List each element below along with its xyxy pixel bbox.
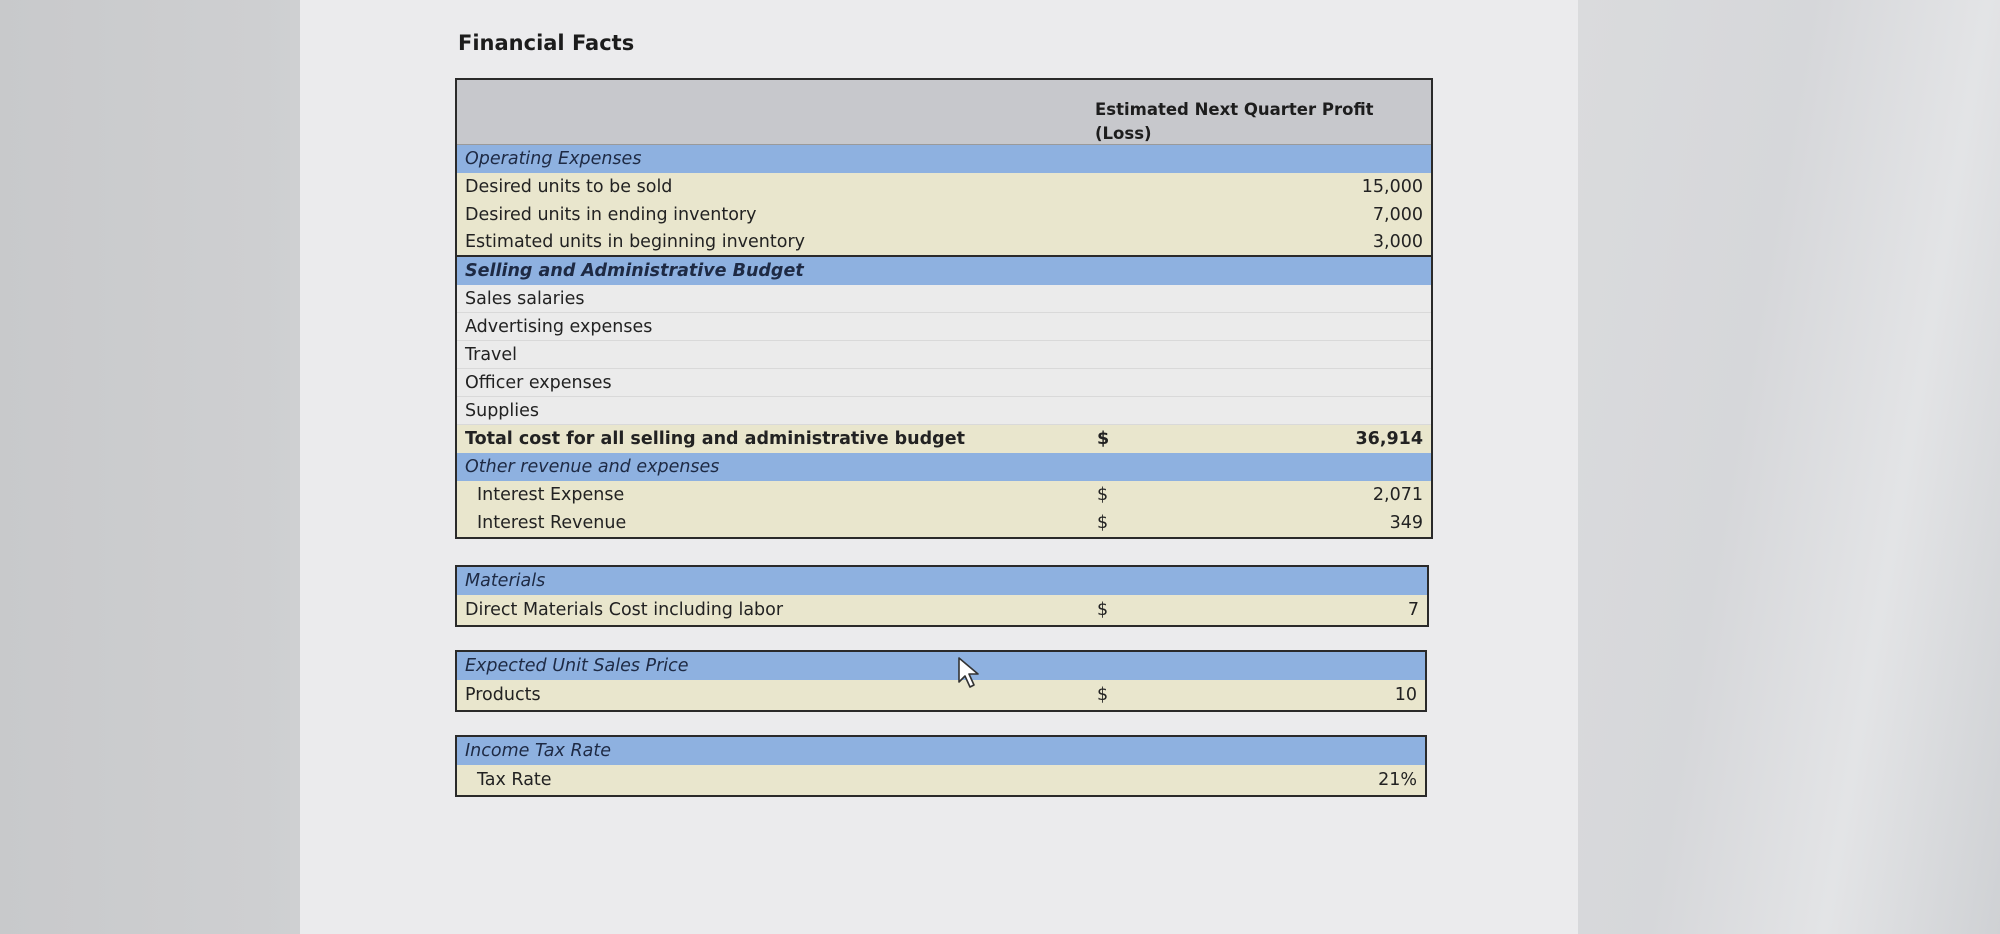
- table-row[interactable]: Desired units in ending inventory 7,000: [457, 201, 1431, 229]
- section-income-tax[interactable]: Income Tax Rate: [457, 737, 1425, 765]
- table-row[interactable]: Advertising expenses: [457, 313, 1431, 341]
- column-header[interactable]: [457, 80, 1431, 145]
- tax-table: [455, 735, 1427, 797]
- main-table: [455, 78, 1433, 539]
- price-table: [455, 650, 1427, 712]
- section-other-revenue[interactable]: Other revenue and expenses: [457, 453, 1431, 481]
- materials-table: [455, 565, 1429, 627]
- table-row[interactable]: Officer expenses: [457, 369, 1431, 397]
- table-row[interactable]: Estimated units in beginning inventory 3,000: [457, 229, 1431, 257]
- table-row[interactable]: Interest Expense $ 2,071: [457, 481, 1431, 509]
- section-materials[interactable]: Materials: [457, 567, 1427, 595]
- table-row[interactable]: Supplies: [457, 397, 1431, 425]
- column-title: Estimated Next Quarter Profit (Loss): [1095, 100, 1374, 143]
- table-row[interactable]: Desired units to be sold 15,000: [457, 173, 1431, 201]
- monitor-bezel-left: [0, 0, 300, 934]
- section-operating-expenses[interactable]: Operating Expenses: [457, 145, 1431, 173]
- table-row[interactable]: Products $ 10: [457, 680, 1425, 710]
- table-row[interactable]: Travel: [457, 341, 1431, 369]
- total-selling-row[interactable]: Total cost for all selling and administrative budget $ 36,914: [457, 425, 1431, 453]
- page-title: Financial Facts: [458, 31, 635, 55]
- section-selling-admin[interactable]: Selling and Administrative Budget: [457, 257, 1431, 285]
- section-expected-price[interactable]: Expected Unit Sales Price: [457, 652, 1425, 680]
- table-row[interactable]: Sales salaries: [457, 285, 1431, 313]
- mouse-pointer-icon: [957, 656, 987, 690]
- table-row[interactable]: Tax Rate 21%: [457, 765, 1425, 795]
- table-row[interactable]: Direct Materials Cost including labor $ 7: [457, 595, 1427, 625]
- table-row[interactable]: Interest Revenue $ 349: [457, 509, 1431, 537]
- monitor-bezel-right: [1578, 0, 2000, 934]
